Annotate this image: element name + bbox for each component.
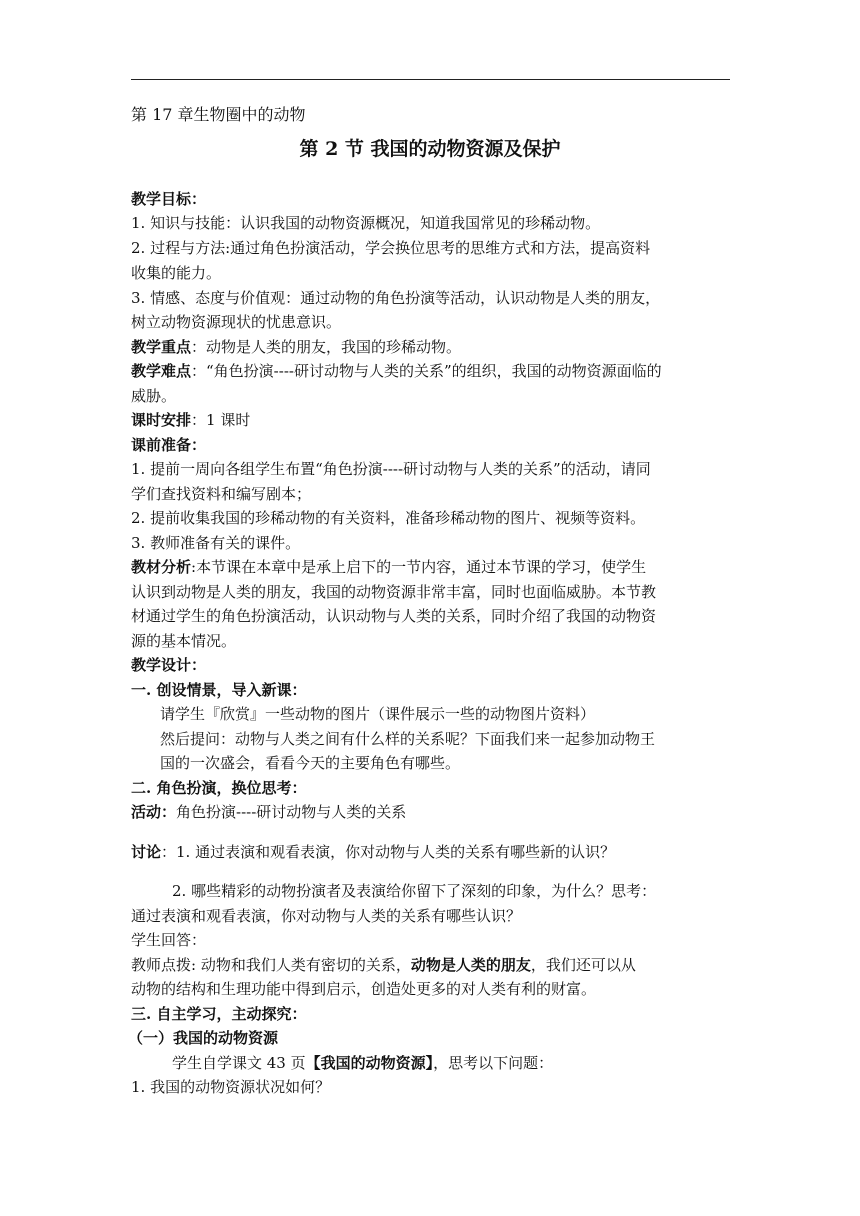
prep-line: 3. 教师准备有关的课件。: [131, 534, 301, 552]
key-point-text: ：动物是人类的朋友，我国的珍稀动物。: [191, 338, 462, 356]
analysis: [131, 557, 731, 577]
teacher-note-bold: 动物是人类的朋友: [410, 956, 531, 974]
difficulty-point: [131, 361, 731, 381]
question-1: 1. 我国的动物资源状况如何？: [131, 1078, 331, 1096]
design-heading: 教学设计：: [131, 656, 207, 674]
section-1-line: 然后提问：动物与人类之间有什么样的关系呢？下面我们来一起参加动物王: [160, 730, 656, 748]
difficulty-text: ：“角色扮演----研讨动物与人类的关系”的组织，我国的动物资源面临的: [191, 362, 662, 380]
subsection-heading: （一）我国的动物资源: [128, 1029, 279, 1047]
difficulty-text-cont: 威胁。: [131, 387, 177, 405]
header-rule: [131, 79, 730, 80]
objective-line: 2. 过程与方法:通过角色扮演活动，学会换位思考的思维方式和方法，提高资料: [131, 239, 651, 257]
section-3-heading: 三. 自主学习，主动探究：: [131, 1005, 307, 1023]
objective-line: 1. 知识与技能：认识我国的动物资源概况，知道我国常见的珍稀动物。: [131, 214, 601, 232]
schedule-label: 课时安排: [131, 411, 192, 429]
analysis-line: 源的基本情况。: [131, 632, 237, 650]
activity-text: 角色扮演----研讨动物与人类的关系: [176, 803, 407, 821]
prep-line: 1. 提前一周向各组学生布置“角色扮演----研讨动物与人类的关系”的活动，请同: [131, 460, 651, 478]
reading-task-bold: 【我国的动物资源】: [305, 1054, 434, 1072]
key-point: [131, 337, 731, 357]
student-answer: 学生回答：: [131, 931, 207, 949]
discussion: [131, 842, 731, 862]
reading-task: [172, 1053, 772, 1073]
objective-line: 3. 情感、态度与价值观：通过动物的角色扮演等活动，认识动物是人类的朋友，: [131, 289, 661, 307]
objectives-heading: 教学目标：: [131, 190, 207, 208]
discussion-text: ：1. 通过表演和观看表演，你对动物与人类的关系有哪些新的认识？: [161, 843, 616, 861]
teacher-note-a: 教师点拨: 动物和我们人类有密切的关系，: [131, 956, 411, 974]
analysis-label: 教材分析: [131, 558, 192, 576]
activity: [131, 802, 731, 822]
difficulty-label: 教学难点: [131, 362, 192, 380]
discussion-q2-cont: 通过表演和观看表演，你对动物与人类的关系有哪些认识？: [131, 907, 522, 925]
schedule-text: ：1 课时: [191, 411, 251, 429]
prep-heading: 课前准备：: [131, 436, 207, 454]
teacher-note: [131, 955, 731, 975]
analysis-line: 认识到动物是人类的朋友，我国的动物资源非常丰富，同时也面临威胁。本节教: [131, 583, 657, 601]
discussion-label: 讨论: [131, 843, 162, 861]
section-title: 第 2 节 我国的动物资源及保护: [299, 138, 561, 160]
objective-line: 收集的能力。: [131, 264, 222, 282]
prep-line: 学们查找资料和编写剧本；: [131, 485, 312, 503]
section-1-line: 国的一次盛会，看看今天的主要角色有哪些。: [160, 754, 461, 772]
section-2-heading: 二. 角色扮演，换位思考：: [131, 779, 307, 797]
objective-line: 树立动物资源现状的忧患意识。: [131, 313, 342, 331]
analysis-line: 材通过学生的角色扮演活动，认识动物与人类的关系，同时介绍了我国的动物资: [131, 607, 657, 625]
activity-label: 活动：: [131, 803, 177, 821]
discussion-q2: 2. 哪些精彩的动物扮演者及表演给你留下了深刻的印象，为什么？思考：: [172, 882, 657, 900]
reading-task-c: ，思考以下问题：: [433, 1054, 554, 1072]
reading-task-a: 学生自学课文 43 页: [172, 1054, 306, 1072]
section-1-line: 请学生『欣赏』一些动物的图片（课件展示一些的动物图片资料）: [160, 705, 596, 723]
key-point-label: 教学重点: [131, 338, 192, 356]
schedule: [131, 410, 731, 430]
teacher-note-c: ，我们还可以从: [530, 956, 636, 974]
section-1-heading: 一. 创设情景，导入新课：: [131, 681, 307, 699]
analysis-text: :本节课在本章中是承上启下的一节内容，通过本节课的学习，使学生: [191, 558, 647, 576]
teacher-note-cont: 动物的结构和生理功能中得到启示，创造处更多的对人类有利的财富。: [131, 980, 597, 998]
chapter-heading: 第 17 章生物圈中的动物: [131, 105, 306, 124]
prep-line: 2. 提前收集我国的珍稀动物的有关资料，准备珍稀动物的图片、视频等资料。: [131, 509, 646, 527]
